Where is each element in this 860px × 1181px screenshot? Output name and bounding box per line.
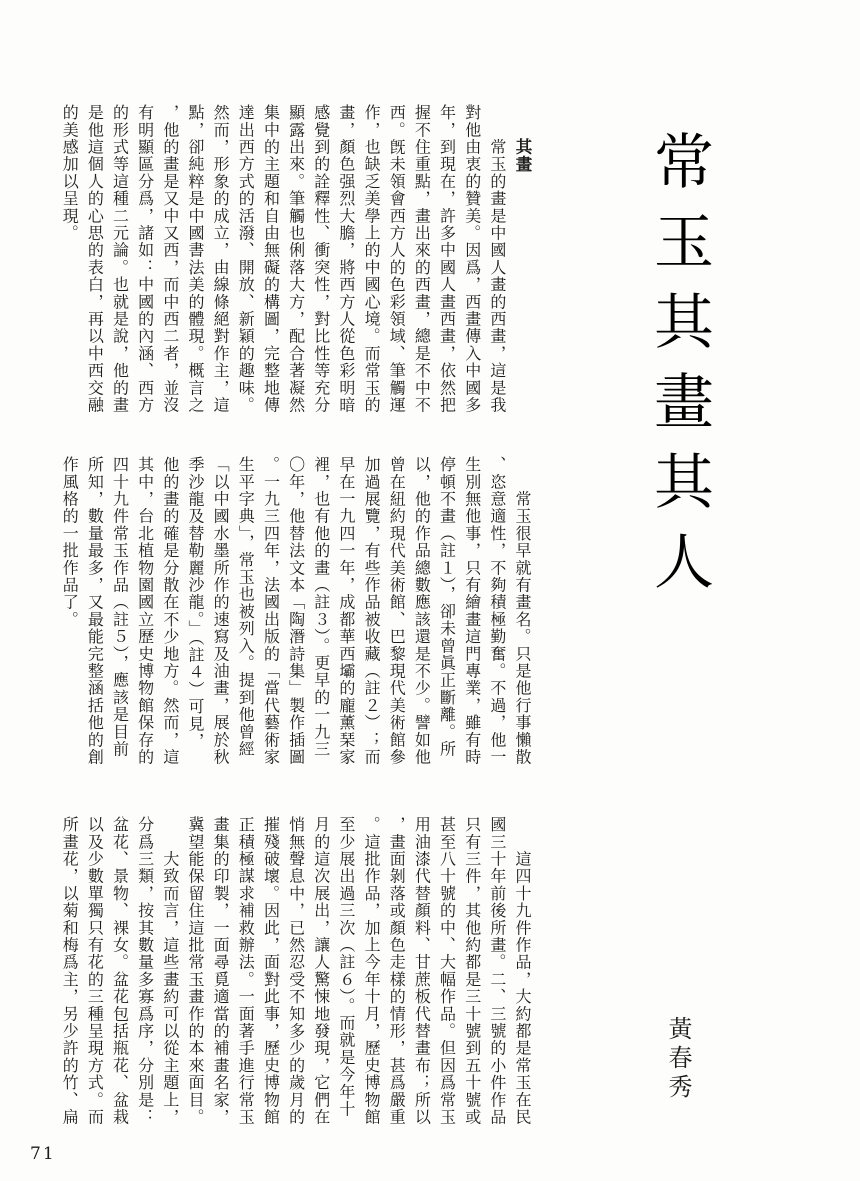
text-section-early-fame	[57, 456, 535, 768]
text-column: 的形式等這種二元論。也就是說，他的畫	[110, 104, 130, 414]
text-column: 是他這個人的心思的表白，再以中西交融	[85, 104, 105, 414]
text-column: 生別無他事，只有繪畫這門專業，雖有時	[462, 456, 482, 766]
text-column: 作，也缺乏美學上的中國心境。而常玉的	[362, 104, 382, 414]
text-column: 。這批作品，加上今年十月，歷史博物館	[362, 816, 382, 1126]
text-column: 其中，台北植物園國立歷史博物館保存的	[135, 456, 155, 766]
text-column: 集中的主題和自由無礙的構圖，完整地傳	[261, 104, 281, 414]
text-column: 曾在紐約現代美術館、巴黎現代美術館參	[387, 456, 407, 766]
text-column: 他的畫的確是分散在不少地方。然而，這	[160, 456, 180, 766]
text-section-49-works	[57, 816, 535, 1128]
text-column: 國三十年前後所畫。二、三號的小件作品	[487, 816, 507, 1126]
text-column: 「以中國水墨所作的速寫及油畫，展於秋	[211, 456, 231, 766]
text-column: 點，卻純粹是中國書法美的體現。概言之	[185, 104, 205, 414]
text-column: 年，到現在，許多中國人畫西畫，依然把	[437, 104, 457, 414]
text-column: 裡，也有他的畫（註３）。更早的一九三	[311, 456, 331, 758]
text-column: 所畫花，以菊和梅爲主，另少許的竹、扁	[60, 816, 80, 1126]
text-column: 。一九三四年，法國出版的「當代藝術家	[261, 456, 281, 766]
text-column: 只有三件，其他約都是三十號到五十號或	[462, 816, 482, 1126]
text-column: 加過展覽，有些作品被收藏（註２）；而	[362, 456, 382, 766]
text-column: 畫集的印製，一面尋覓適當的補畫名家，	[211, 816, 231, 1126]
text-column: 大致而言，這些畫約可以從主題上，	[160, 816, 180, 1126]
text-column: 這四十九件作品，大約都是常玉在民	[513, 816, 532, 1126]
text-column: 用油漆代替顏料、甘蔗板代替畫布；所以	[412, 816, 432, 1126]
text-column: 季沙龍及替勒麗沙龍。」（註４）可見，	[185, 456, 205, 750]
text-column: 早在一九四一年，成都華西壩的龐薰琹家	[336, 456, 356, 766]
text-column: 的美感加以呈現。	[60, 104, 80, 242]
text-column: 有明顯區分爲，諸如：中國的內涵、西方	[135, 104, 155, 414]
text-section-his-painting	[57, 104, 535, 416]
text-column: 、恣意適性，不夠積極勤奮。不過，他一	[487, 456, 507, 766]
text-column: 盆花、景物、裸女。盆花包括瓶花、盆栽	[110, 816, 130, 1126]
text-column: ，他的畫是又中又西，而中西二者，並沒	[160, 104, 180, 414]
text-column: 握不住重點，畫出來的西畫，總是不中不	[412, 104, 432, 414]
text-column: 所知，數量最多，又最能完整涵括他的創	[85, 456, 105, 766]
text-column: 以及少數單獨只有花的三種呈現方式。而	[85, 816, 105, 1126]
author-name: 黃春秀	[664, 1016, 692, 1103]
text-column: 四十九件常玉作品（註５），應該是目前	[110, 456, 130, 758]
text-column: 摧殘破壞。因此，面對此事，歷史博物館	[261, 816, 281, 1126]
text-column: 常玉很早就有畫名。只是他行事懶散	[513, 456, 532, 766]
text-column: 冀望能保留住這批常玉畫作的本來面目。	[185, 816, 205, 1126]
text-column: 以，他的作品總數應該還是不少。譬如他	[412, 456, 432, 766]
article-title-calligraphy: 常玉其畫其人	[644, 130, 714, 610]
section-heading: 其畫	[513, 138, 532, 174]
text-column: 至少展出過三次（註６）。而就是今年十	[336, 816, 356, 1118]
text-column: 月的這次展出，讓人驚悚地發現，它們在	[311, 816, 331, 1126]
text-column: 顯露出來。筆觸也俐落大方，配合著凝然	[286, 104, 306, 414]
text-column: ，畫面剝落或顏色走樣的情形，甚爲嚴重	[387, 816, 407, 1126]
text-column: 對他由衷的贊美。因爲，西畫傳入中國多	[462, 104, 482, 414]
text-column: 甚至八十號的中、大幅作品。但因爲常玉	[437, 816, 457, 1126]
text-column: 〇年，他替法文本「陶潛詩集」製作插圖	[286, 456, 306, 766]
text-column: 生平字典」，常玉也被列入。提到他曾經	[236, 456, 256, 758]
text-column: 作風格的一批作品了。	[60, 456, 80, 628]
text-column: 畫，顏色强烈大膽，將西方人從色彩明暗	[336, 104, 356, 414]
text-column: 正積極謀求補救辦法。一面著手進行常玉	[236, 816, 256, 1126]
text-column: 然而，形象的成立，由線條絕對作主，這	[211, 104, 231, 414]
text-column: 感覺到的詮釋性、衝突性，對比性等充分	[311, 104, 331, 414]
text-column: 悄無聲息中，已然忍受不知多少的歲月的	[286, 816, 306, 1126]
text-column: 西。旣未領會西方人的色彩領域、筆觸運	[387, 104, 407, 414]
text-column: 分爲三類，按其數量多寡爲序，分別是：	[135, 816, 155, 1126]
text-column: 常玉的畫是中國人畫的西畫，這是我	[487, 104, 507, 414]
text-column: 停頓不畫（註１），卻未曾眞正斷離。所	[437, 456, 457, 758]
text-column: 達出西方式的活潑、開放、新穎的趣味。	[236, 104, 256, 414]
page-number: 71	[30, 1144, 56, 1164]
